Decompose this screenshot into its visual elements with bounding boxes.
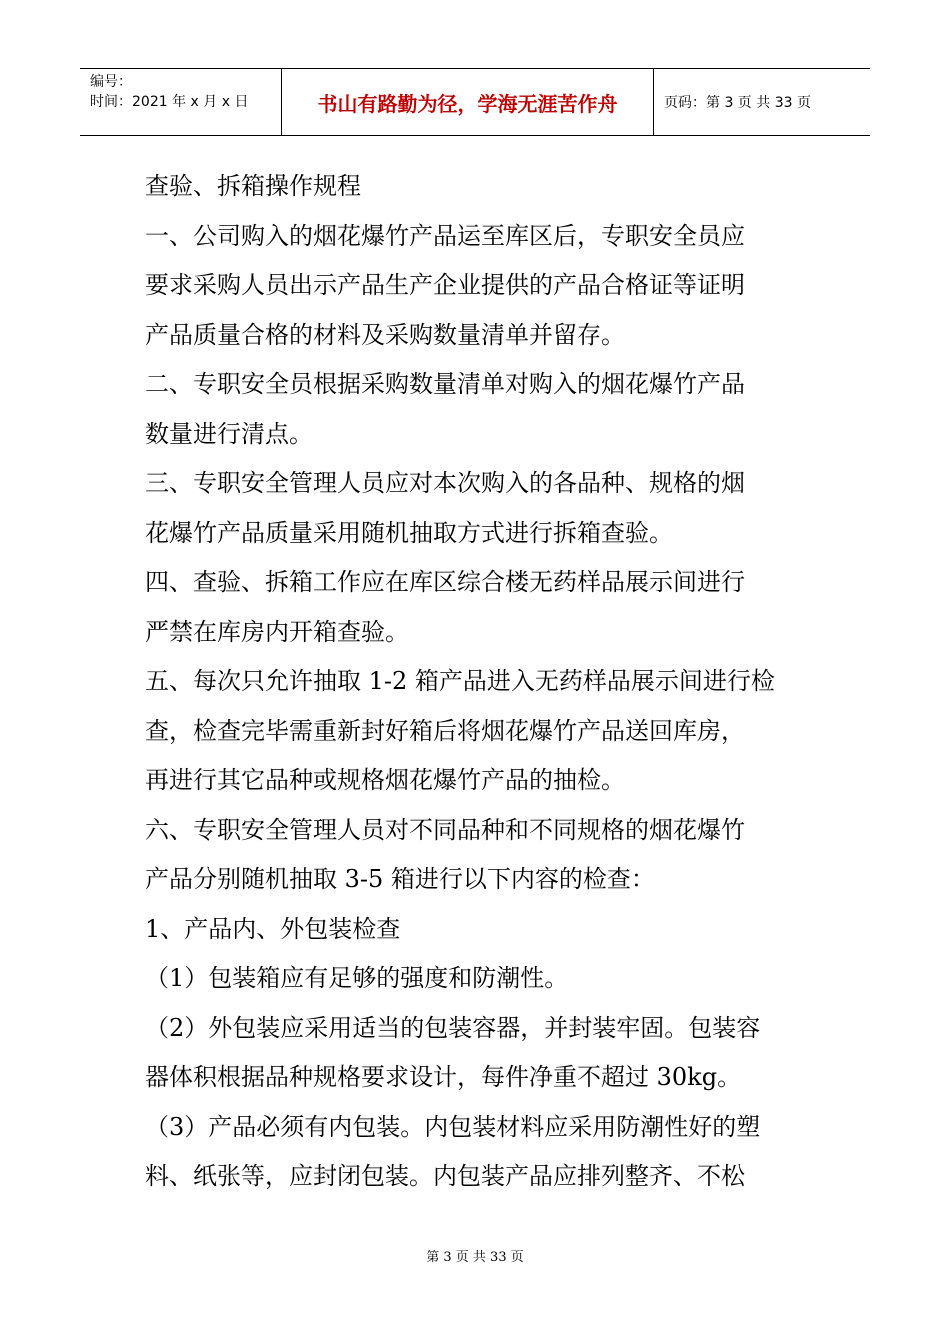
- body-line: 一、公司购入的烟花爆竹产品运至库区后，专职安全员应: [145, 221, 745, 250]
- body-line: 六、专职安全管理人员对不同品种和不同规格的烟花爆竹: [145, 815, 745, 844]
- body-line: 器体积根据品种规格要求设计，每件净重不超过 30kg。: [145, 1063, 742, 1091]
- body-line: 三、专职安全管理人员应对本次购入的各品种、规格的烟: [145, 469, 745, 497]
- body-line: 二、专职安全员根据采购数量清单对购入的烟花爆竹产品: [145, 370, 745, 398]
- header-motto: 书山有路勤为径，学海无涯苦作舟: [282, 69, 654, 135]
- body-line: 再进行其它品种或规格烟花爆竹产品的抽检。: [145, 766, 625, 794]
- doc-title: 查验、拆箱操作规程: [145, 172, 361, 200]
- body-line: 1、产品内、外包装检查: [145, 914, 401, 943]
- body-line: 四、查验、拆箱工作应在库区综合楼无药样品展示间进行: [145, 568, 745, 596]
- body-line: 严禁在库房内开箱查验。: [145, 617, 409, 646]
- body-line: 产品分别随机抽取 3-5 箱进行以下内容的检查：: [145, 865, 655, 893]
- page-header: [80, 68, 870, 136]
- body-line: 产品质量合格的材料及采购数量清单并留存。: [145, 320, 625, 349]
- body-line: （2）外包装应采用适当的包装容器，并封装牢固。包装容: [145, 1013, 761, 1042]
- body-line: （1）包装箱应有足够的强度和防潮性。: [145, 964, 569, 992]
- body-line: 花爆竹产品质量采用随机抽取方式进行拆箱查验。: [145, 518, 673, 547]
- document-date: 时间：2021 年 x 月 x 日: [90, 94, 249, 110]
- body-line: 五、每次只允许抽取 1-2 箱产品进入无药样品展示间进行检: [145, 667, 775, 695]
- body-line: （3）产品必须有内包装。内包装材料应采用防潮性好的塑: [145, 1112, 761, 1141]
- body-line: 要求采购人员出示产品生产企业提供的产品合格证等证明: [145, 271, 745, 299]
- header-meta: [80, 69, 282, 135]
- header-page-info: 页码：第 3 页 共 33 页: [664, 95, 811, 111]
- body-line: 数量进行清点。: [145, 419, 313, 448]
- body-line: 查，检查完毕需重新封好箱后将烟花爆竹产品送回库房，: [145, 716, 745, 745]
- page-footer: 第 3 页 共 33 页: [426, 1250, 524, 1265]
- document-number-label: 编号：: [90, 74, 132, 90]
- document-body: [145, 162, 810, 1202]
- body-line: 料、纸张等，应封闭包装。内包装产品应排列整齐、不松: [145, 1162, 745, 1190]
